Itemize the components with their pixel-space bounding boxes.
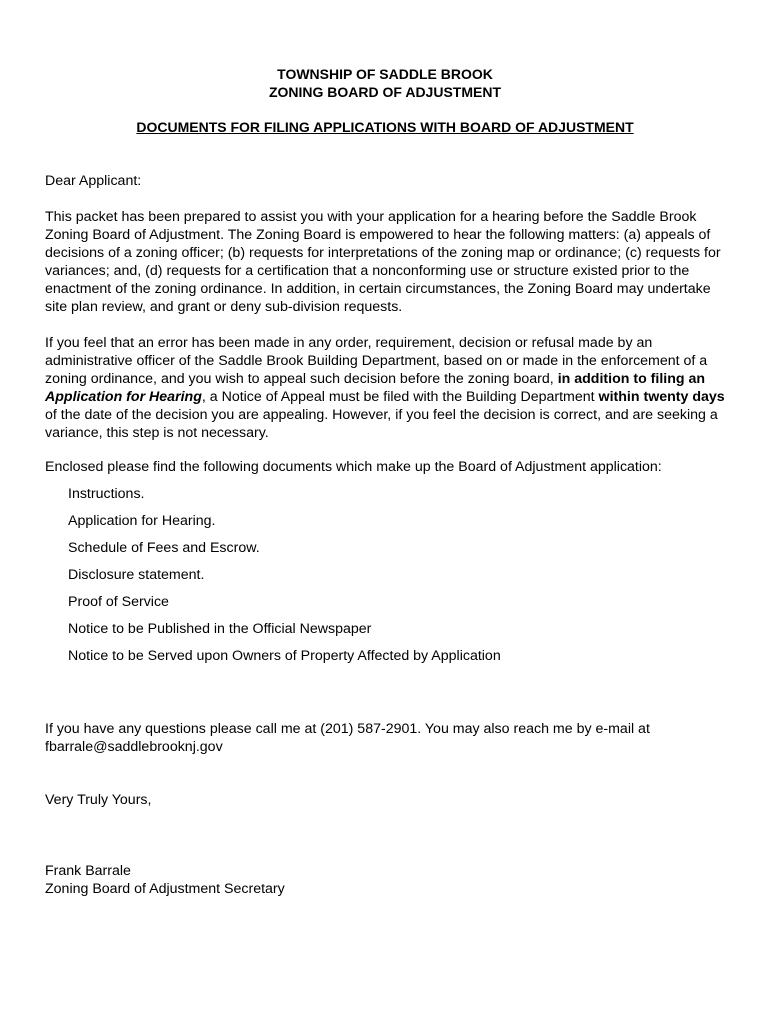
enclosed-paragraph: Enclosed please find the following documents which make up the Board of Adjustment application: <box>45 459 662 475</box>
appeal-bold-1: in addition to filing an <box>557 371 706 387</box>
list-item: Notice to be Served upon Owners of Property Affected by Application <box>68 648 501 664</box>
signer-name: Frank Barrale <box>45 863 131 879</box>
appeal-text-3: of the date of the decision you are appealing. However, if you feel the decision is correct, and are seeking a variance, this step is not necessary. <box>45 407 718 441</box>
list-item: Notice to be Published in the Official Newspaper <box>68 621 372 637</box>
appeal-text-1: If you feel that an error has been made in any order, requirement, decision or refusal made by an administrative officer of the Saddle Brook Building Department, based on or made in the enforcement of a zoning ordinance, and you wish to appeal such decision before the zoning board, <box>45 335 708 387</box>
intro-paragraph: This packet has been prepared to assist you with your application for a hearing before the Saddle Brook Zoning Board of Adjustment. The Zoning Board is empowered to hear the following matters: (a) appeals of decisions of a zoning officer; (b) requests for interpretations of the zoning map or ordinance; (c) requests for variances; and, (d) requests for a certification that a nonconforming use or structure existed prior to the enactment of the zoning ordinance. In addition, in certain circumstances, the Zoning Board may undertake site plan review, and grant or deny sub-division requests. <box>45 209 721 315</box>
list-item: Proof of Service <box>68 594 169 610</box>
list-item: Application for Hearing. <box>68 513 216 529</box>
header-township: TOWNSHIP OF SADDLE BROOK <box>277 66 493 82</box>
header-board: ZONING BOARD OF ADJUSTMENT <box>268 84 502 100</box>
signer-title: Zoning Board of Adjustment Secretary <box>45 881 285 897</box>
appeal-bold-2: within twenty days <box>598 389 725 405</box>
contact-text: If you have any questions please call me at (201) 587-2901. You may also reach me by e-mail at <box>45 721 650 737</box>
closing: Very Truly Yours, <box>45 792 152 808</box>
appeal-text-2: , a Notice of Appeal must be filed with the Building Department <box>201 389 599 405</box>
contact-email: fbarrale@saddlebrooknj.gov <box>45 739 223 755</box>
list-item: Schedule of Fees and Escrow. <box>68 540 260 556</box>
appeal-paragraph <box>45 334 735 442</box>
document-subtitle: DOCUMENTS FOR FILING APPLICATIONS WITH BOARD OF ADJUSTMENT <box>136 119 634 135</box>
documents-list <box>68 485 501 674</box>
appeal-bold-italic: Application for Hearing <box>45 389 202 405</box>
list-item: Disclosure statement. <box>68 567 205 583</box>
contact-paragraph <box>45 720 735 756</box>
list-item: Instructions. <box>68 486 145 502</box>
salutation: Dear Applicant: <box>45 173 142 189</box>
